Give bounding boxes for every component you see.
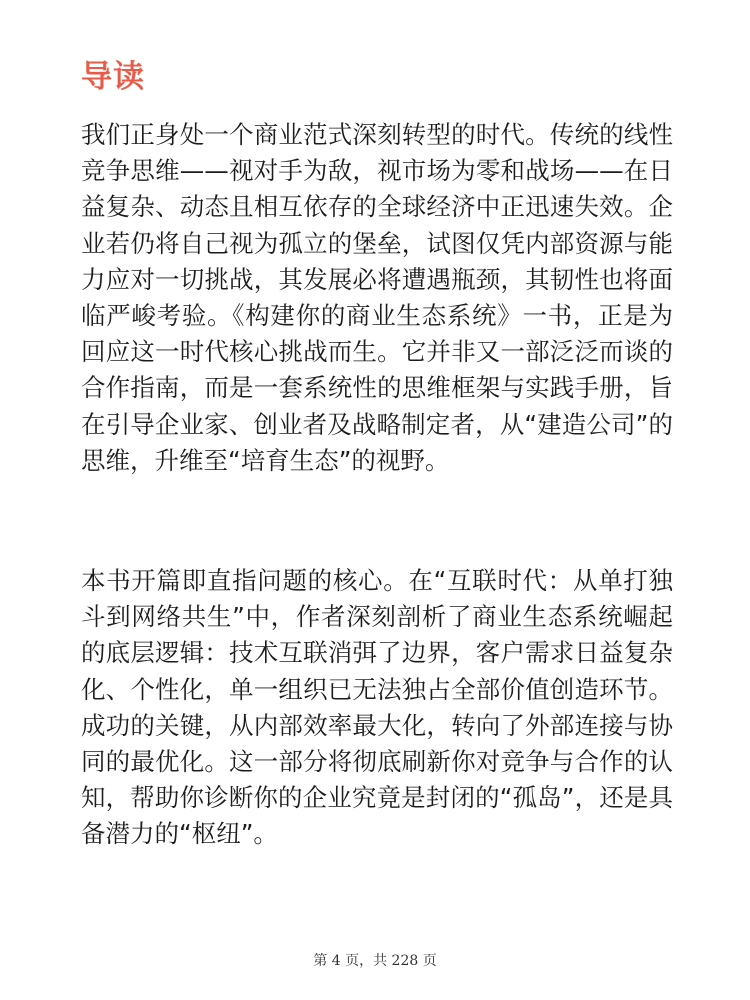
page-number-footer: 第 4 页，共 228 页 (313, 953, 437, 969)
paragraph: 我们正身处一个商业范式深刻转型的时代。传统的线性竞争思维——视对手为敌，视市场为零和战场——在日益复杂、动态且相互依存的全球经济中正迅速失效。企业若仍将自己视为孤立的堡垒，试图仅凭内部资源与能力应对一切挑战，其发展必将遭遇瓶颈，其韧性也将面临严峻考验。《构建你的商业生态系统》一书，正是为回应这一时代核心挑战而生。它并非又一部泛泛而谈的合作指南，而是一套系统性的思维框架与实践手册，旨在引导企业家、创业者及战略制定者，从“建造公司”的思维，升维至“培育生态”的视野。 (81, 120, 673, 475)
paragraph-block (81, 117, 673, 479)
paragraph-block (81, 563, 673, 853)
section-title: 导读 (81, 59, 145, 95)
paragraph: 本书开篇即直指问题的核心。在“互联时代：从单打独斗到网络共生”中，作者深刻剖析了商业生态系统崛起的底层逻辑：技术互联消弭了边界，客户需求日益复杂化、个性化，单一组织已无法独占全部价值创造环节。成功的关键，从内部效率最大化，转向了外部连接与协同的最优化。这一部分将彻底刷新你对竞争与合作的认知，帮助你诊断你的企业究竟是封闭的“孤岛”，还是具备潜力的“枢纽”。 (81, 566, 673, 849)
